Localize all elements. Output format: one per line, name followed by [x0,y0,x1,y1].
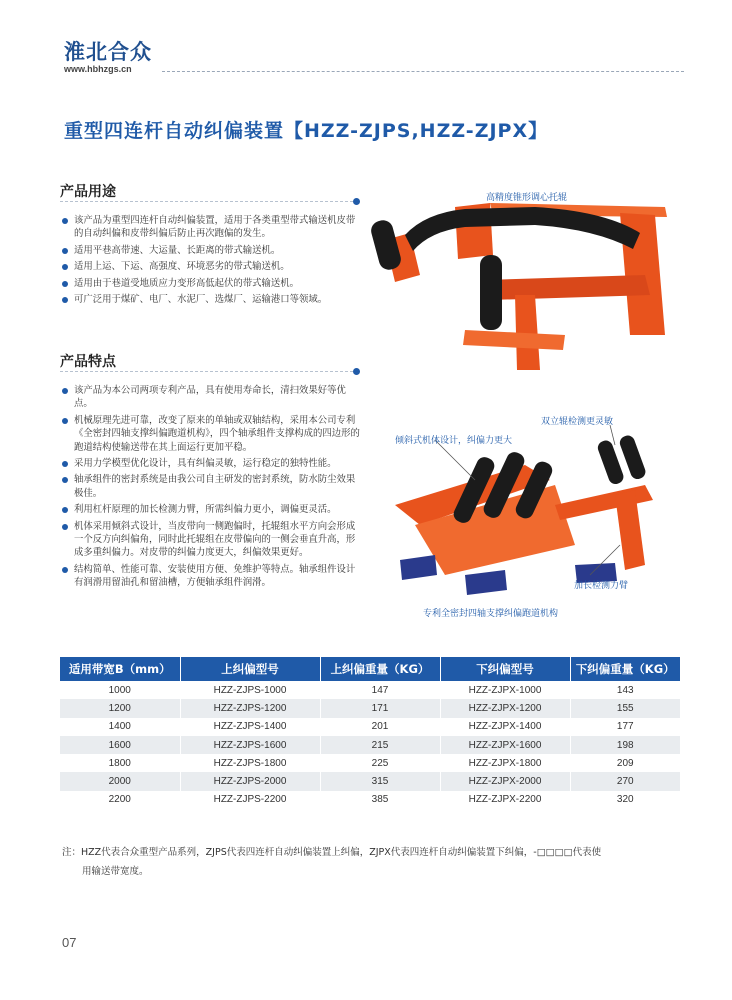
callout-top: 高精度锥形调心托辊 [486,193,568,203]
spec-table [60,657,680,809]
table-row [60,772,680,790]
table-cell: HZZ-ZJPS-2200 [180,791,320,809]
brand-name: 淮北合众 [64,40,152,64]
table-header-cell: 上纠偏重量（KG） [320,657,440,681]
table-cell: 198 [570,736,680,754]
usage-heading: 产品用途 [60,184,116,200]
features-divider-dot [353,368,360,375]
table-cell: HZZ-ZJPS-1600 [180,736,320,754]
table-cell: HZZ-ZJPX-1400 [440,718,570,736]
header-divider [162,71,684,72]
upper-tracker-illustration [365,185,685,385]
leader-line-right [610,425,615,445]
usage-item: 适用上运、下运、高强度、环境恶劣的带式输送机。 [60,260,360,273]
table-row [60,736,680,754]
table-cell: 215 [320,736,440,754]
table-cell: HZZ-ZJPX-2000 [440,772,570,790]
table-cell: 320 [570,791,680,809]
bullet-icon [62,218,68,224]
table-cell: 1600 [60,736,180,754]
feature-item: 机体采用倾斜式设计，当皮带向一侧跑偏时，托辊组水平方向会形成一个反方向纠偏角，同时此托辊组在皮带偏向的一侧会垂直升高，形成多重纠偏力。对皮带的纠偏力度更大，纠偏效果更好。 [60,520,360,560]
table-row [60,754,680,772]
callout-left: 倾斜式机体设计，纠偏力更大 [395,436,513,446]
callout-right: 双立辊检测更灵敏 [541,417,614,427]
frame-lower-leg [515,295,540,370]
frame-mount-center [465,570,507,595]
callout-arm: 加长检测力臂 [574,581,629,591]
callout-bottom: 专利全密封四轴支撑纠偏跑道机构 [423,609,559,619]
features-list [60,384,360,593]
table-cell: 177 [570,718,680,736]
bullet-icon [62,461,68,467]
table-row [60,718,680,736]
feature-item: 轴承组件的密封系统是由我公司自主研发的密封系统，防水防尘效果极佳。 [60,473,360,500]
table-row [60,699,680,717]
table-cell: 315 [320,772,440,790]
footnote-line: 用输送带宽度。 [82,866,149,877]
table-cell: HZZ-ZJPS-2000 [180,772,320,790]
table-cell: HZZ-ZJPS-1000 [180,681,320,699]
table-cell: HZZ-ZJPS-1800 [180,754,320,772]
table-cell: HZZ-ZJPX-1200 [440,699,570,717]
frame-link-bar [463,330,565,350]
usage-item: 适用平巷高带速、大运量、长距离的带式输送机。 [60,244,360,257]
usage-divider-dot [353,198,360,205]
feature-item: 采用力学模型优化设计，具有纠偏灵敏，运行稳定的独特性能。 [60,457,360,470]
page-number: 07 [62,935,77,950]
usage-item: 适用由于巷道受地质应力变形高低起伏的带式输送机。 [60,277,360,290]
table-row [60,681,680,699]
table-header-cell: 适用带宽B（mm） [60,657,180,681]
bullet-icon [62,477,68,483]
footnote [62,843,686,881]
table-cell: HZZ-ZJPX-1800 [440,754,570,772]
table-cell: 155 [570,699,680,717]
table-cell: HZZ-ZJPS-1400 [180,718,320,736]
bullet-icon [62,418,68,424]
brand-url: www.hbhzgs.cn [64,64,132,74]
usage-item: 可广泛用于煤矿、电厂、水泥厂、选煤厂、运输港口等领域。 [60,293,360,306]
feature-item: 结构简单、性能可靠、安装使用方便、免维护等特点。轴承组件设计有润滑用留油孔和留油槽，方便轴承组件润滑。 [60,563,360,590]
bullet-icon [62,297,68,303]
table-header-row [60,657,680,681]
table-cell: 270 [570,772,680,790]
table-cell: 225 [320,754,440,772]
table-cell: 1000 [60,681,180,699]
table-cell: 201 [320,718,440,736]
footnote-line: 注：HZZ代表合众重型产品系列，ZJPS代表四连杆自动纠偏装置上纠偏，ZJPX代表四连杆自动纠偏装置下纠偏，-□□□□代表使 [62,847,602,858]
table-cell: 2000 [60,772,180,790]
bullet-icon [62,524,68,530]
bullet-icon [62,281,68,287]
table-cell: HZZ-ZJPS-1200 [180,699,320,717]
features-heading: 产品特点 [60,354,116,370]
table-cell: HZZ-ZJPX-1000 [440,681,570,699]
table-cell: 1800 [60,754,180,772]
bullet-icon [62,567,68,573]
frame-mount-left [400,555,437,580]
table-cell: 1400 [60,718,180,736]
table-cell: 209 [570,754,680,772]
usage-list [60,214,360,309]
vertical-roller-center [480,255,502,330]
table-header-cell: 下纠偏型号 [440,657,570,681]
table-header-cell: 下纠偏重量（KG） [570,657,680,681]
table-cell: 385 [320,791,440,809]
usage-item: 该产品为重型四连杆自动纠偏装置，适用于各类重型带式输送机皮带的自动纠偏和皮带纠偏后防止再次跑偏的发生。 [60,214,360,241]
usage-divider [60,201,358,202]
table-cell: 2200 [60,791,180,809]
features-divider [60,371,358,372]
table-cell: 147 [320,681,440,699]
bullet-icon [62,388,68,394]
bullet-icon [62,248,68,254]
table-row [60,791,680,809]
bullet-icon [62,507,68,513]
bullet-icon [62,264,68,270]
table-cell: 171 [320,699,440,717]
feature-item: 该产品为本公司两项专利产品，具有使用寿命长，清扫效果好等优点。 [60,384,360,411]
page-title: 重型四连杆自动纠偏装置【HZZ-ZJPS,HZZ-ZJPX】 [64,120,549,142]
frame-cross-beam [485,275,650,300]
feature-item: 利用杠杆原理的加长检测力臂，所需纠偏力更小，调偏更灵活。 [60,503,360,516]
table-cell: 1200 [60,699,180,717]
leader-line-left [435,440,475,480]
table-cell: HZZ-ZJPX-1600 [440,736,570,754]
table-cell: 143 [570,681,680,699]
table-header-cell: 上纠偏型号 [180,657,320,681]
table-cell: HZZ-ZJPX-2200 [440,791,570,809]
lower-tracker-illustration [375,425,685,605]
feature-item: 机械原理先进可靠，改变了原来的单轴或双轴结构，采用本公司专利《全密封四轴支撑纠偏跑道机构》，四个轴承组件支撑构成的四边形的跑道结构使输送带在其上面运行更加平稳。 [60,414,360,454]
